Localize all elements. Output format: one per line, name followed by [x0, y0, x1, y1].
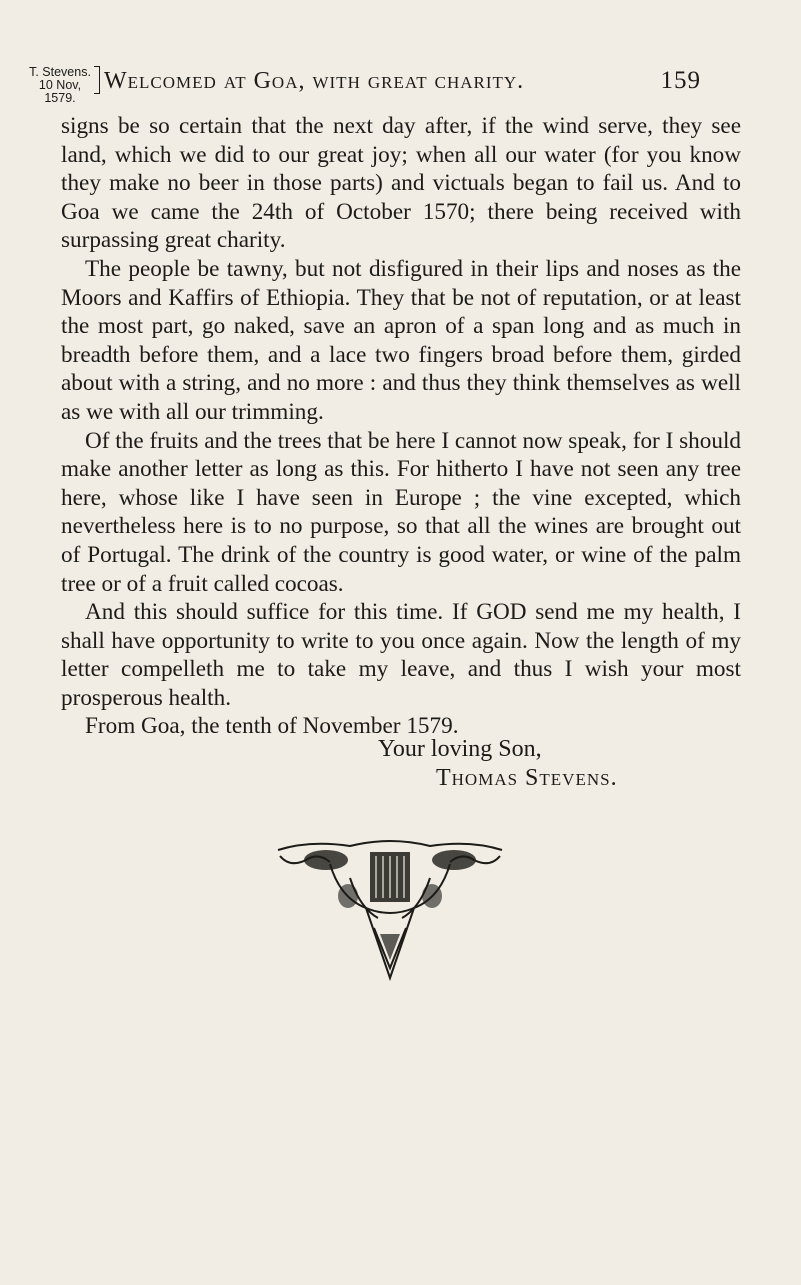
paragraph-3: Of the fruits and the trees that be here I cannot now speak, for I should make another letter as long as this. For hitherto I have not seen any tree here, whose like I have seen in Europe ; the vine excepted, which nevertheless here is to no purpose, so that all the wines are brought out of Portugal. The drink of the country is good water, or wine of the palm tree or of a fruit called cocoas. — [61, 427, 741, 597]
letter-closing — [378, 735, 618, 793]
salutation: Your loving Son, — [378, 736, 542, 762]
signature: Thomas Stevens. — [436, 765, 618, 791]
margin-note-author: T. Stevens. — [29, 65, 91, 79]
margin-note — [24, 66, 96, 105]
page-number: 159 — [660, 67, 701, 94]
paragraph-2: The people be tawny, but not disfigured in their lips and noses as the Moors and Kaffirs of Ethiopia. They that be not of reputation, or at least the most part, go naked, save an apron of a span long and as much in breadth before them, and a lace two fingers broad before them, girded about with a string, and no more : and thus they think themselves as well as we with all our trimming. — [61, 255, 741, 425]
paragraph-1: signs be so certain that the next day after, if the wind serve, they see land, which we did to our great joy; when all our water (for you know they make no beer in those parts) and victuals began to fail us. And to Goa we came the 24th of October 1570; there being received with surpassing great charity. — [61, 113, 741, 254]
bracket-icon — [94, 66, 100, 94]
running-head: Welcomed at Goa, with great charity. — [104, 68, 525, 94]
body-text — [61, 112, 741, 741]
paragraph-5: From Goa, the tenth of November 1579. — [85, 713, 459, 740]
margin-note-date: 10 Nov, 1579. — [38, 78, 82, 105]
paragraph-4: And this should suffice for this time. If GOD send me my health, I shall have opportunity to write to you once again. Now the length of my letter compelleth me to take my leave, and thus I wish your most prosperous health. — [61, 599, 741, 711]
tailpiece-ornament-icon — [270, 838, 510, 988]
